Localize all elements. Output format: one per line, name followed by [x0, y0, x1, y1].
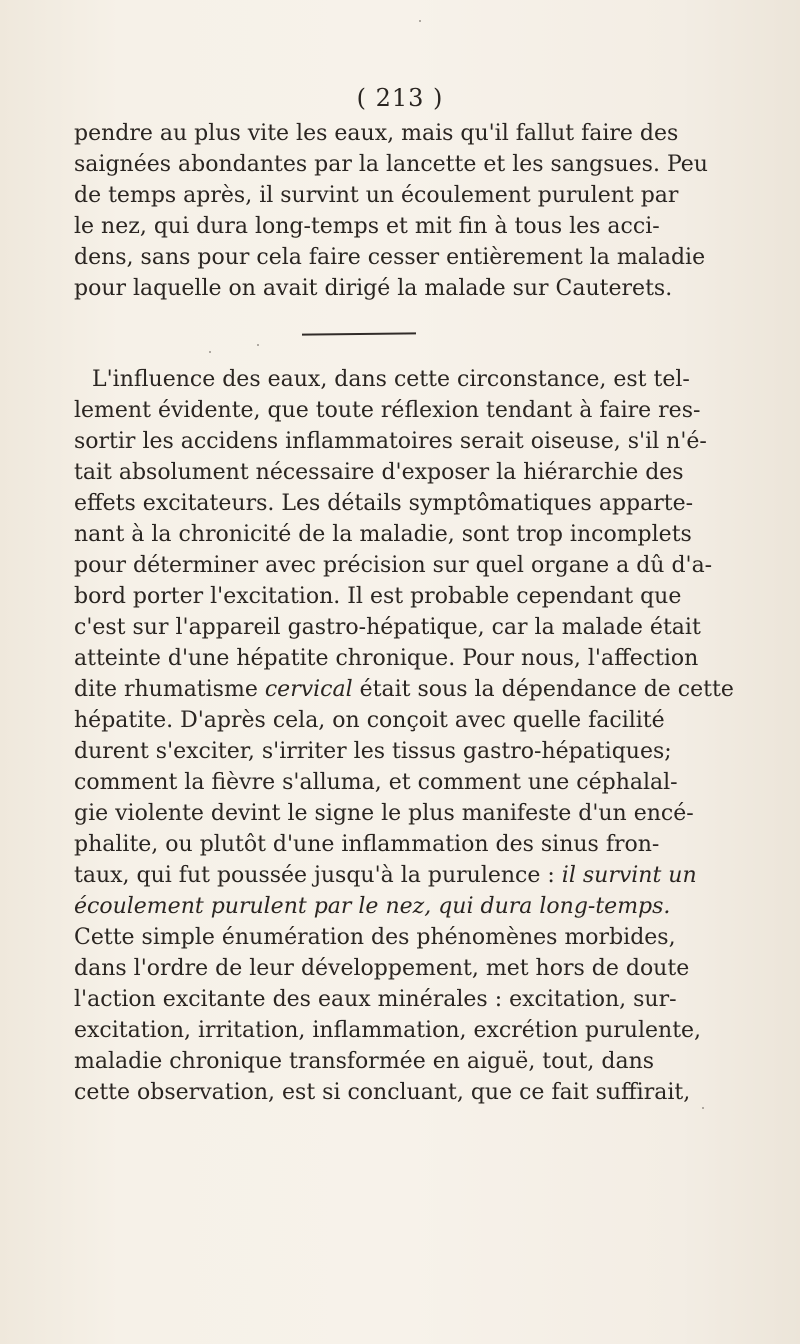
paragraph-2-line-11: [74, 674, 734, 705]
paragraph-2-line-23: maladie chronique transformée en aiguë, tout, dans: [74, 1049, 655, 1074]
paragraph-1-line-3: de temps après, il survint un écoulement purulent par: [74, 183, 679, 208]
paragraph-2-line-24: cette observation, est si concluant, que ce fait suffirait,: [74, 1080, 691, 1105]
paragraph-2-line-18-italic: écoulement purulent par le nez, qui dura long-temps.: [74, 894, 671, 919]
paragraph-2-line-1: L'influence des eaux, dans cette circonstance, est tel-: [92, 367, 690, 392]
paragraph-2-line-6: nant à la chronicité de la maladie, sont trop incomplets: [74, 522, 692, 547]
paragraph-2-line-5: effets excitateurs. Les détails symptômatiques apparte-: [74, 491, 694, 516]
paragraph-2-line-17: [74, 860, 697, 891]
paragraph-2-line-21: l'action excitante des eaux minérales : excitation, sur-: [74, 987, 677, 1012]
paper-speck: [702, 1107, 704, 1109]
line-17-text-a: taux, qui fut poussée jusqu'à la purulence :: [74, 863, 562, 888]
paragraph-2-line-3: sortir les accidens inflammatoires serait oiseuse, s'il n'é-: [74, 429, 707, 454]
paragraph-2-line-8: bord porter l'excitation. Il est probable cependant que: [74, 584, 682, 609]
paragraph-1-line-1: pendre au plus vite les eaux, mais qu'il fallut faire des: [74, 121, 679, 146]
paragraph-2-line-9: c'est sur l'appareil gastro-hépatique, car la malade était: [74, 615, 701, 640]
paragraph-1-line-4: le nez, qui dura long-temps et mit fin à tous les acci-: [74, 214, 660, 239]
line-11-text-a: dite rhumatisme: [74, 677, 265, 702]
paper-speck: [419, 20, 421, 22]
paragraph-1-line-5: dens, sans pour cela faire cesser entièrement la maladie: [74, 245, 706, 270]
paragraph-2-line-12: hépatite. D'après cela, on conçoit avec quelle facilité: [74, 708, 665, 733]
paragraph-2-line-10: atteinte d'une hépatite chronique. Pour nous, l'affection: [74, 646, 699, 671]
italic-word-cervical: cervical: [264, 677, 353, 702]
paragraph-1-line-2: saignées abondantes par la lancette et les sangsues. Peu: [74, 152, 708, 177]
paragraph-2-line-14: comment la fièvre s'alluma, et comment une céphalal-: [74, 770, 678, 795]
paragraph-2-line-2: lement évidente, que toute réflexion tendant à faire res-: [74, 398, 701, 423]
line-11-text-c: était sous la dépendance de cette: [352, 677, 734, 702]
paragraph-1: [74, 118, 708, 304]
section-separator-rule: [302, 332, 416, 335]
paragraph-2-line-7: pour déterminer avec précision sur quel organe a dû d'a-: [74, 553, 713, 578]
paragraph-2-line-22: excitation, irritation, inflammation, excrétion purulente,: [74, 1018, 702, 1043]
paper-speck: [257, 344, 259, 346]
page-number-header: ( 213 ): [356, 84, 444, 112]
italic-phrase-il-survint-un: il survint un: [561, 863, 697, 888]
paragraph-2: [74, 364, 734, 1108]
paragraph-2-line-4: tait absolument nécessaire d'exposer la hiérarchie des: [74, 460, 684, 485]
paragraph-1-line-6: pour laquelle on avait dirigé la malade sur Cauterets.: [74, 276, 673, 301]
paragraph-2-line-13: durent s'exciter, s'irriter les tissus gastro-hépatiques;: [74, 739, 672, 764]
paragraph-2-line-15: gie violente devint le signe le plus manifeste d'un encé-: [74, 801, 694, 826]
paragraph-2-line-19: Cette simple énumération des phénomènes morbides,: [74, 925, 676, 950]
paragraph-2-line-20: dans l'ordre de leur développement, met hors de doute: [74, 956, 690, 981]
paragraph-2-line-16: phalite, ou plutôt d'une inflammation des sinus fron-: [74, 832, 660, 857]
paper-speck: [209, 351, 211, 353]
